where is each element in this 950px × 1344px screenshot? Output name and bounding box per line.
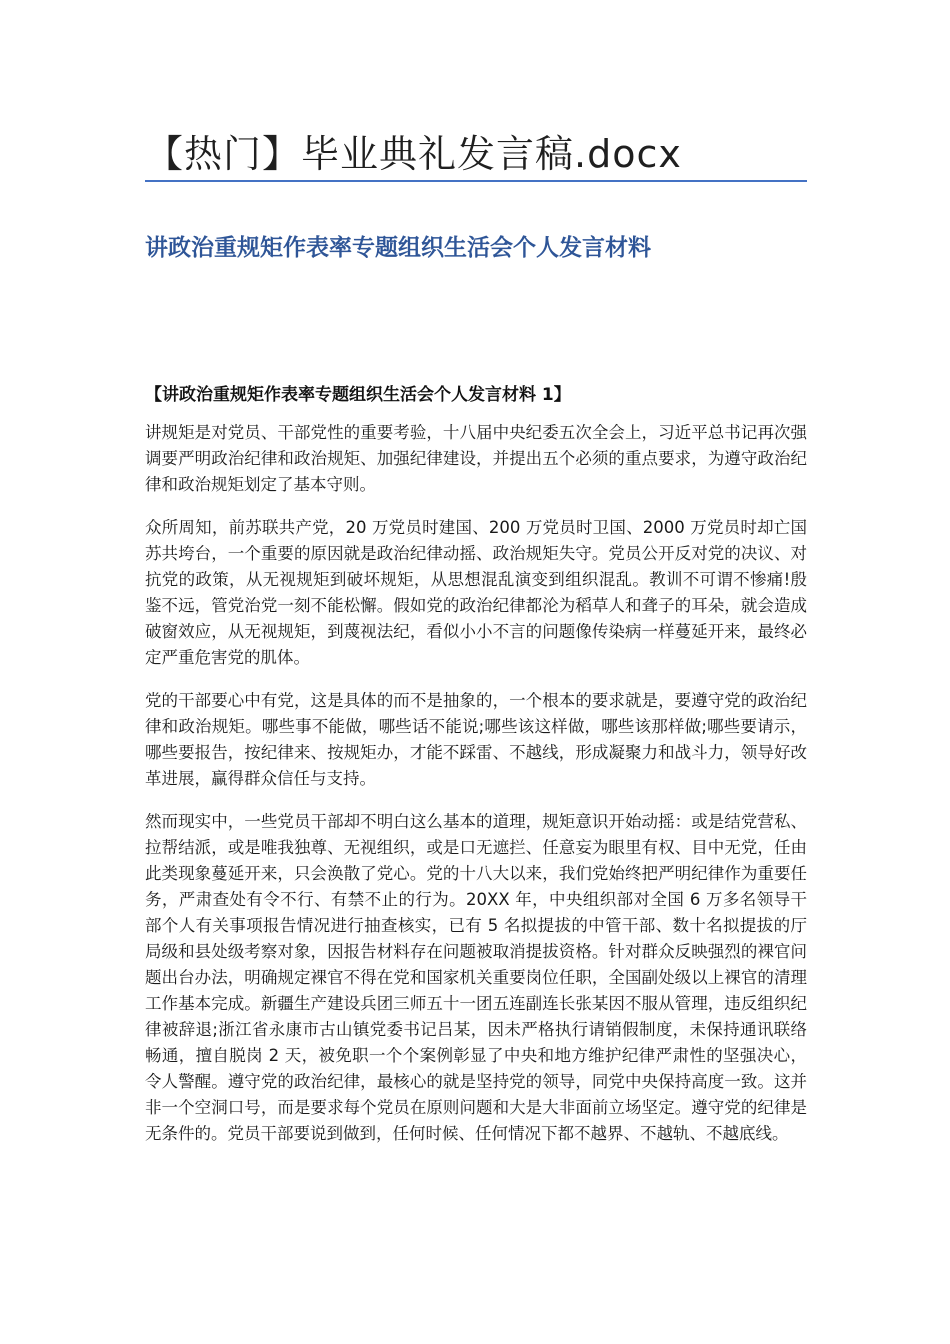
section-heading: 【讲政治重规矩作表率专题组织生活会个人发言材料 1】 [145,385,571,405]
title-divider [145,180,807,182]
body-paragraph-3: 党的干部要心中有党，这是具体的而不是抽象的，一个根本的要求就是，要遵守党的政治纪律和政治规矩。哪些事不能做，哪些话不能说;哪些该这样做，哪些该那样做;哪些要请示，哪些要报告，按纪律来、按规矩办，才能不踩雷、不越线，形成凝聚力和战斗力，领导好改革进展，赢得群众信任与支持。 [145,691,807,788]
body-paragraph-4: 然而现实中，一些党员干部却不明白这么基本的道理，规矩意识开始动摇：或是结党营私、拉帮结派，或是唯我独尊、无视组织，或是口无遮拦、任意妄为眼里有权、目中无党，任由此类现象蔓延开来，只会涣散了党心。党的十八大以来，我们党始终把严明纪律作为重要任务，严肃查处有令不行、有禁不止的行为。20XX 年，中央组织部对全国 6 万多名领导干部个人有关事项报告情况进行抽查核实，已有 5 名拟提拔的中管干部、数十名拟提拔的厅局级和县处级考察对象，因报告材料存在问题被取消提拔资格。针对群众反映强烈的裸官问题出台办法，明确规定裸官不得在党和国家机关重要岗位任职，全国副处级以上裸官的清理工作基本完成。新疆生产建设兵团三师五十一团五连副连长张某因不服从管理，违反组织纪律被辞退;浙江省永康市古山镇党委书记吕某，因未严格执行请销假制度，未保持通讯联络畅通，擅自脱岗 2 天，被免职一个个案例彰显了中央和地方维护纪律严肃性的坚强决心，令人警醒。遵守党的政治纪律，最核心的就是坚持党的领导，同党中央保持高度一致。这并非一个空洞口号，而是要求每个党员在原则问题和大是大非面前立场坚定。遵守党的纪律是无条件的。党员干部要说到做到，任何时候、任何情况下都不越界、不越轨、不越底线。 [145,812,807,1143]
body-paragraph-1: 讲规矩是对党员、干部党性的重要考验，十八届中央纪委五次全会上，习近平总书记再次强调要严明政治纪律和政治规矩、加强纪律建设，并提出五个必须的重点要求，为遵守政治纪律和政治规矩划定了基本守则。 [145,423,807,494]
document-body [145,420,807,1164]
document-title: 【热门】毕业典礼发言稿.docx [145,132,682,176]
document-subtitle: 讲政治重规矩作表率专题组织生活会个人发言材料 [145,235,651,261]
body-paragraph-2: 众所周知，前苏联共产党，20 万党员时建国、200 万党员时卫国、2000 万党员时却亡国苏共垮台，一个重要的原因就是政治纪律动摇、政治规矩失守。党员公开反对党的决议、对抗党的政策，从无视规矩到破坏规矩，从思想混乱演变到组织混乱。教训不可谓不惨痛!殷鉴不远，管党治党一刻不能松懈。假如党的政治纪律都沦为稻草人和聋子的耳朵，就会造成破窗效应，从无视规矩，到蔑视法纪，看似小小不言的问题像传染病一样蔓延开来，最终必定严重危害党的肌体。 [145,518,807,667]
